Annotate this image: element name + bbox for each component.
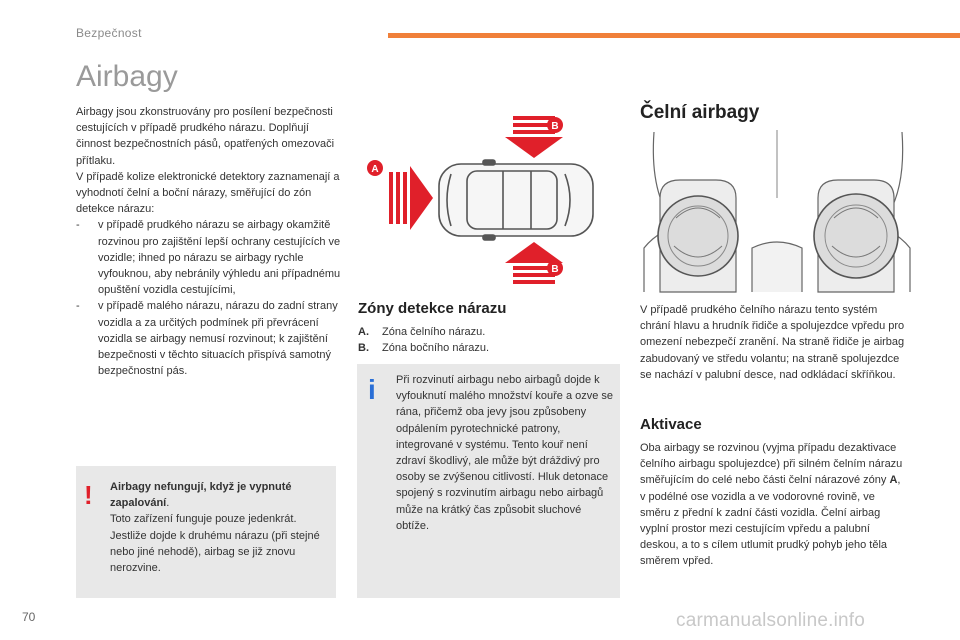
zone-key: A. (358, 326, 369, 338)
zone-item (358, 340, 489, 356)
zones-list (358, 324, 489, 356)
front-airbags-description: V případě prudkého čelního nárazu tento systém chrání hlavu a hrudník řidiče a spolujezdce vpředu pro omezení nebezpečí zranění. Na straně řidiče je airbag zabudovaný ve středu volantu; na straně spolujezdce se nachází v palubní desce, nad odkládací skříňkou. (640, 304, 905, 381)
zone-label-a (367, 160, 383, 176)
section-label: Bezpečnost (76, 26, 142, 40)
page-number: 70 (22, 610, 36, 624)
warning-body: Toto zařízení funguje pouze jedenkrát. Jestliže dojde k druhému nárazu (při stejné nebo jiné nehodě), airbag se již znovu nerozvine. (110, 513, 320, 575)
svg-text:B: B (551, 264, 559, 275)
intro-paragraph-1: Airbagy jsou zkonstruovány pro posílení bezpečnosti cestujících v případě prudkého nárazu. Doplňují činnost bezpečnostních pásů, opatřených omezovači přítlaku. (76, 106, 335, 167)
zone-label-b-bottom (547, 260, 563, 276)
front-airbag-illustration (640, 128, 914, 296)
intro-text (76, 104, 344, 379)
svg-text:B: B (551, 121, 559, 132)
front-airbags-title: Čelní airbagy (640, 102, 760, 123)
zone-item (358, 324, 489, 340)
page-title: Airbagy (76, 60, 178, 93)
zones-title: Zóny detekce nárazu (358, 300, 507, 317)
intro-bullet-1 (76, 217, 344, 298)
activation-text-after: , v podélné ose vozidla a ve vodorovné rovině, ve směru z přední k zadní části vozidla. Čelní airbag vyplní prostor mezi cestujícím vpředu a palubní deskou, a to s cílem utlumit prudký pohyb jeho těla směrem vpřed. (640, 474, 901, 568)
zone-text: Zóna čelního nárazu. (382, 326, 486, 338)
front-impact-arrow (389, 166, 433, 230)
impact-zone-diagram (355, 108, 625, 294)
intro-paragraph-2: V případě kolize elektronické detektory zaznamenají a vyhodnotí čelní a boční nárazy, směřující do zón detekce nárazu: (76, 170, 340, 216)
activation-text-before: Oba airbagy se rozvinou (vyjma případu dezaktivace čelního airbagu spolujezdce) při silném čelním nárazu směřujícím do celé nebo části čelní nárazové zóny (640, 442, 903, 487)
driver-airbag (658, 180, 738, 292)
info-text: Při rozvinutí airbagu nebo airbagů dojde k vyfouknutí malého množství kouře a ozve se rána, přičemž oba jevy jsou způsobeny odpálením pyrotechnické patrony, integrované v systému. Tento kouř není zdraví škodlivý, ale může být dráždivý pro osoby se zvýšenou citlivostí. Hluk detonace spojený s rozvinutím airbagu nebo airbagů může na krátký čas způsobit sluchové obtíže. (396, 374, 614, 532)
bullet-dash: - (76, 219, 80, 232)
activation-title: Aktivace (640, 416, 702, 433)
warning-bold: Airbagy nefungují, když je vypnuté zapalování (110, 481, 292, 510)
warning-text (110, 479, 328, 576)
activation-zone: A (889, 474, 898, 487)
passenger-airbag (814, 180, 898, 292)
bullet-dash: - (76, 300, 80, 313)
activation-text (640, 440, 906, 570)
header-accent-bar (388, 33, 960, 38)
watermark: carmanualsonline.info (676, 610, 866, 631)
warning-bold-end: . (166, 497, 170, 510)
svg-text:A: A (371, 164, 379, 175)
zone-text: Zóna bočního nárazu. (382, 342, 490, 354)
intro-bullet-2-text: v případě malého nárazu, nárazu do zadní strany vozidla a za určitých podmínek při převrácení vozidla se airbagy nemusí rozvinout; k zajištění bezpečnosti v těchto situacích přispívá samotný bezpečnostní pás. (98, 300, 338, 378)
warning-icon: ! (84, 480, 93, 510)
intro-bullet-2 (76, 298, 344, 379)
zone-label-b-top (547, 117, 563, 133)
info-icon: i (368, 374, 376, 405)
car-top-view (439, 160, 593, 240)
zone-key: B. (358, 342, 369, 354)
intro-bullet-1-text: v případě prudkého nárazu se airbagy okamžitě rozvinou pro zajištění lepší ochrany cestujících ve vozidle; ihned po nárazu se airbagy rychle vyfouknou, aby nebránily výhledu ani případnému opuštění vozidla cestujícími, (98, 219, 341, 297)
